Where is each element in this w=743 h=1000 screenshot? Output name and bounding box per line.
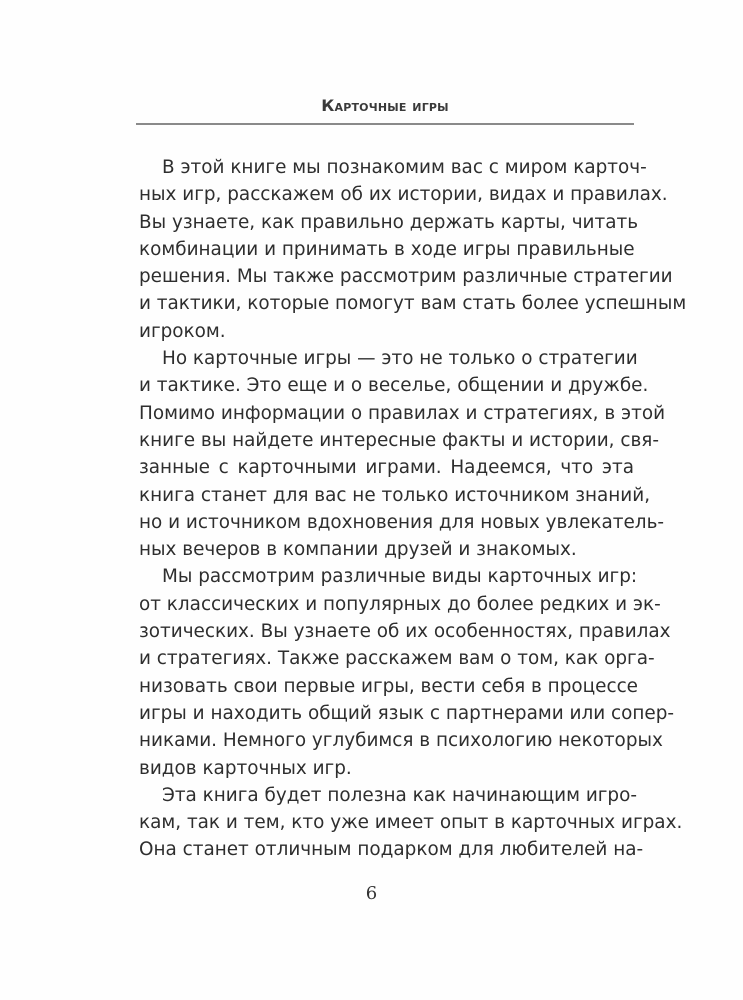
text-line: Вы узнаете, как правильно держать карты, читать bbox=[139, 211, 639, 233]
text-line: зотических. Вы узнаете об их особенностях, правилах bbox=[139, 621, 671, 643]
text-line: ных вечеров в компании друзей и знакомых. bbox=[139, 539, 577, 561]
text-line: занные с карточными играми. Надеемся, что эта bbox=[139, 457, 634, 479]
text-line: книга станет для вас не только источником знаний, bbox=[139, 484, 651, 506]
text-line: Но карточные игры — это не только о стратегии bbox=[162, 348, 638, 370]
text-line: кам, так и тем, кто уже имеет опыт в карточных играх. bbox=[139, 812, 683, 834]
text-line: и тактике. Это еще и о веселье, общении и дружбе. bbox=[139, 375, 649, 397]
text-line: но и источником вдохновения для новых увлекатель- bbox=[139, 511, 665, 533]
page-number: 6 bbox=[365, 883, 378, 904]
body-text bbox=[139, 154, 687, 864]
text-line: Она станет отличным подарком для любителей на- bbox=[139, 839, 644, 861]
text-line: решения. Мы также рассмотрим различные стратегии bbox=[139, 266, 673, 288]
text-line: Эта книга будет полезна как начинающим игро- bbox=[162, 784, 637, 806]
text-line: и стратегиях. Также расскажем вам о том, как орга- bbox=[139, 648, 655, 670]
text-line: Помимо информации о правилах и стратегиях, в этой bbox=[139, 402, 666, 424]
text-line: ных игр, расскажем об их истории, видах и правилах. bbox=[139, 184, 668, 206]
text-line: игры и находить общий язык с партнерами или сопер- bbox=[139, 702, 675, 724]
text-line: комбинации и принимать в ходе игры правильные bbox=[139, 238, 635, 260]
text-line: видов карточных игр. bbox=[139, 757, 352, 779]
header-rule bbox=[136, 123, 634, 125]
text-line: В этой книге мы познакомим вас с миром карточ- bbox=[162, 157, 647, 178]
text-line: низовать свои первые игры, вести себя в процессе bbox=[139, 675, 638, 697]
running-head-title: Карточные игры bbox=[321, 96, 449, 115]
text-line: никами. Немного углубимся в психологию некоторых bbox=[139, 730, 663, 752]
text-line: игроком. bbox=[139, 320, 226, 342]
text-line: от классических и популярных до более редких и эк- bbox=[139, 593, 661, 615]
text-line: книге вы найдете интересные факты и истории, свя- bbox=[139, 429, 659, 451]
text-line: и тактики, которые помогут вам стать более успешным bbox=[139, 293, 687, 315]
text-line: Мы рассмотрим различные виды карточных игр: bbox=[162, 566, 638, 588]
